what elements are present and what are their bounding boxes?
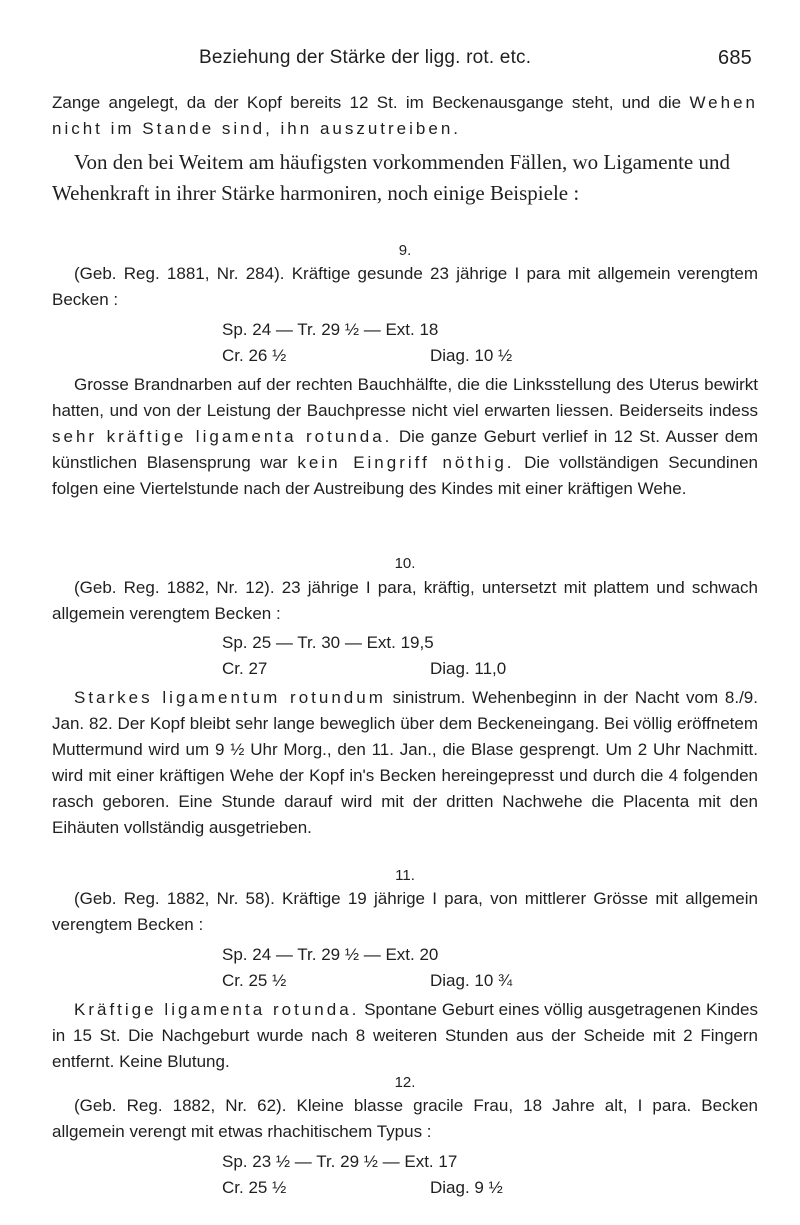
- case-head-text: (Geb. Reg. 1882, Nr. 58). Kräftige 19 jährige I para, von mittlerer Grösse mit allgemein verengtem Becken :: [52, 889, 758, 934]
- case-head: [52, 1093, 758, 1145]
- measurement-diag: Diag. 11,0: [430, 659, 507, 678]
- measurement-diag: Diag. 9 ½: [430, 1178, 503, 1197]
- case-text: Spontane Geburt eines völlig ausgetragenen Kindes in 15 St. Die Nachgeburt wurde nach 8 weiteren Stunden aus der Scheide mit 2 Fingern entfernt. Keine Blutung.: [52, 1000, 759, 1071]
- case-number: 9.: [398, 242, 412, 259]
- case-text: Die vollständigen Secundinen folgen eine Viertelstunde nach der Austreibung des Kindes mit einer kräftigen Wehe.: [52, 453, 758, 498]
- measurement-line: Sp. 23 ½ — Tr. 29 ½ — Ext. 17: [222, 1152, 458, 1171]
- measurement-cr: Cr. 26 ½: [222, 346, 287, 365]
- case-number: 12.: [394, 1074, 416, 1091]
- measurement-diag: Diag. 10 ½: [430, 346, 513, 365]
- case-number: 10.: [394, 555, 416, 572]
- opening-paragraph: [52, 90, 758, 142]
- case-head-text: (Geb. Reg. 1882, Nr. 12). 23 jährige I para, kräftig, untersetzt mit plattem und schwach allgemein verengtem Becken :: [52, 578, 758, 623]
- measurement-diag: Diag. 10 ¾: [430, 971, 513, 990]
- case-head: [52, 261, 758, 313]
- measurement-cr: Cr. 25 ½: [222, 1178, 287, 1197]
- case-head-text: (Geb. Reg. 1881, Nr. 284). Kräftige gesunde 23 jährige I para mit allgemein verengtem Becken :: [52, 264, 758, 309]
- case-spaced-text: Kräftige ligamenta rotunda.: [74, 1000, 360, 1019]
- opening-spaced-text: Wehen nicht im Stande sind, ihn auszutreiben.: [52, 93, 758, 138]
- case-spaced-text: kein Eingriff nöthig.: [297, 453, 515, 472]
- case-body: [52, 372, 758, 502]
- case-text: Grosse Brandnarben auf der rechten Bauchhälfte, die die Linksstellung des Uterus bewirkt hatten, und von der Leistung der Bauchpresse nicht viel erwarten liessen. Beiderseits indess: [52, 375, 758, 420]
- intro-paragraph: [52, 147, 758, 209]
- running-title: Beziehung der Stärke der ligg. rot. etc.: [199, 47, 532, 68]
- opening-text: Zange angelegt, da der Kopf bereits 12 St. im Beckenausgange steht, und die: [52, 93, 690, 112]
- page-number: 685: [718, 47, 752, 69]
- case-head: [52, 886, 758, 938]
- case-body: [52, 685, 758, 841]
- intro-text: Von den bei Weitem am häufigsten vorkommenden Fällen, wo Ligamente und Wehenkraft in ihrer Stärke harmoniren, noch einige Beispiele :: [52, 150, 730, 205]
- measurement-line: Sp. 25 — Tr. 30 — Ext. 19,5: [222, 633, 434, 652]
- measurement-cr: Cr. 25 ½: [222, 971, 287, 990]
- case-spaced-text: Starkes ligamentum rotundum: [74, 688, 386, 707]
- case-number: 11.: [395, 867, 415, 884]
- case-body: [52, 997, 758, 1075]
- measurement-line: Sp. 24 — Tr. 29 ½ — Ext. 18: [222, 320, 439, 339]
- case-text: Die ganze Geburt verlief in 12 St. Ausser dem künstlichen Blasensprung war: [52, 427, 758, 472]
- case-text: sinistrum. Wehenbeginn in der Nacht vom 8./9. Jan. 82. Der Kopf bleibt sehr lange beweglich über dem Beckeneingang. Bei völlig eröffnetem Muttermund wird um 9 ½ Uhr Morg., den 11. Jan., die Blase gesprengt. Um 2 Uhr Nachmitt. wird mit einer kräftigen Wehe der Kopf in's Becken hereingepresst und durch die 4 folgenden rasch geboren. Eine Stunde darauf wird mit der dritten Nachwehe die Placenta mit den Eihäuten vollständig ausgetrieben.: [52, 688, 758, 837]
- case-spaced-text: sehr kräftige ligamenta rotunda.: [52, 427, 393, 446]
- measurement-line: Sp. 24 — Tr. 29 ½ — Ext. 20: [222, 945, 439, 964]
- case-head: [52, 575, 758, 627]
- case-head-text: (Geb. Reg. 1882, Nr. 62). Kleine blasse gracile Frau, 18 Jahre alt, I para. Becken allgemein verengt mit etwas rhachitischem Typus :: [52, 1096, 758, 1141]
- measurement-cr: Cr. 27: [222, 659, 268, 678]
